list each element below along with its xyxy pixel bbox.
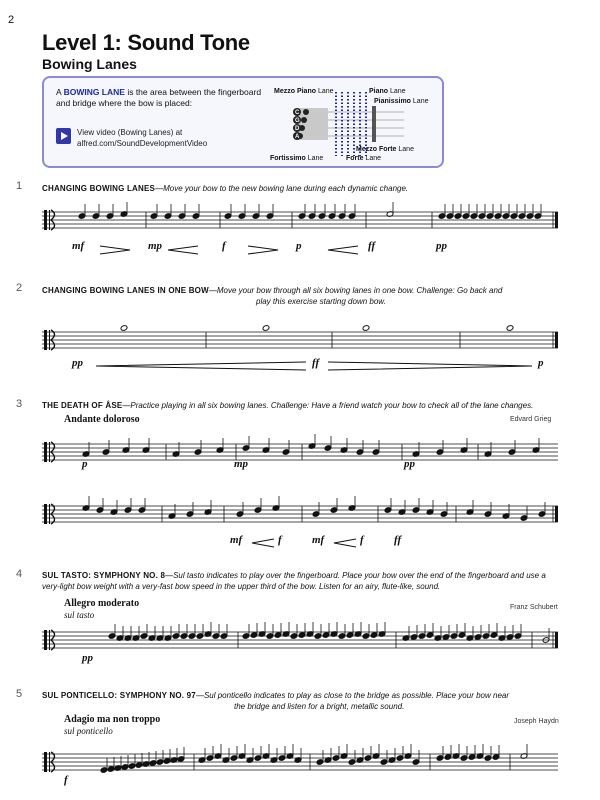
play-video-icon[interactable] xyxy=(56,128,71,144)
exercise-5-technique: sul ponticello xyxy=(64,726,113,736)
string-c: C xyxy=(295,110,300,116)
piano-lane-label: Piano Lane xyxy=(369,88,406,95)
exercise-3-staff-1 xyxy=(40,436,560,476)
exercise-1-dynamic-pp: pp xyxy=(436,240,447,252)
exercise-1-number: 1 xyxy=(16,180,23,192)
final-barline xyxy=(555,506,558,522)
video-line-2: alfred.com/SoundDevelopmentVideo xyxy=(77,139,208,148)
exercise-2-dynamic-ff: ff xyxy=(312,357,320,369)
alto-clef xyxy=(44,630,47,650)
exercise-3-dynamic-mf-1: mf xyxy=(230,534,243,546)
exercise-3-dynamic-p: p xyxy=(82,458,88,470)
exercise-2-dynamic-pp: pp xyxy=(72,357,83,369)
exercise-3-staff-2 xyxy=(40,498,560,538)
exercise-4-number: 4 xyxy=(16,568,23,580)
exercise-3-dynamic-ff: ff xyxy=(394,534,402,546)
alto-clef xyxy=(44,330,47,350)
note-head xyxy=(262,325,270,332)
exercise-4-tempo: Allegro moderato xyxy=(64,598,140,609)
exercise-3-dynamic-mp: mp xyxy=(234,458,249,470)
string-a: A xyxy=(295,134,300,140)
section-subtitle: Bowing Lanes xyxy=(42,56,137,72)
exercise-5-tempo: Adagio ma non troppo xyxy=(64,714,161,725)
exercise-1-staff xyxy=(40,202,560,242)
mezzo-forte-lane-label: Mezzo Forte Lane xyxy=(356,146,414,153)
exercise-3-dynamic-mf-2: mf xyxy=(312,534,325,546)
alto-clef xyxy=(44,504,47,524)
exercise-1-title: CHANGING BOWING LANES—Move your bow to the new bowing lane during each dynamic change. xyxy=(42,184,409,193)
staff-lines xyxy=(42,506,558,522)
exercise-4-technique: sul tasto xyxy=(64,610,95,620)
exercise-5-staff xyxy=(40,744,560,784)
exercise-2-dynamic-p: p xyxy=(538,357,544,369)
exercise-3-hairpins xyxy=(250,537,370,549)
exercise-2-hairpins xyxy=(96,360,536,372)
exercise-5-dynamic-f: f xyxy=(64,774,68,786)
alto-clef xyxy=(44,442,47,462)
string-g: G xyxy=(295,118,300,124)
staff-lines xyxy=(42,444,558,460)
exercise-1-dynamic-f: f xyxy=(222,240,226,252)
forte-lane-label: Forte Lane xyxy=(346,155,382,162)
exercise-3-title: THE DEATH OF ÅSE—Practice playing in all six bowing lanes. Challenge: Have a friend watch your bow to check all of the lane changes. xyxy=(42,401,534,410)
exercise-3-dynamic-pp: pp xyxy=(404,458,415,470)
string-d: D xyxy=(295,126,300,132)
exercise-4-composer: Franz Schubert xyxy=(510,604,558,611)
final-barline xyxy=(555,212,558,228)
definition-text: is the area between the fingerboard and bridge where the bow is placed: xyxy=(56,87,262,108)
exercise-1-dynamic-mf: mf xyxy=(72,240,85,252)
pianissimo-lane-label: Pianissimo Lane xyxy=(374,98,429,105)
page-title: Level 1: Sound Tone xyxy=(42,30,250,55)
exercise-3-number: 3 xyxy=(16,398,23,410)
exercise-4-staff xyxy=(40,624,560,664)
exercise-5-title: SUL PONTICELLO: SYMPHONY NO. 97—Sul ponticello indicates to play as close to the bridge as possible. Place your bow near the bridge and listen for a bright, metallic sound. xyxy=(42,691,510,711)
page-number: 2 xyxy=(8,14,15,26)
final-barline xyxy=(555,632,558,648)
video-line-1: View video (Bowing Lanes) at xyxy=(77,128,183,137)
exercise-5-composer: Joseph Haydn xyxy=(514,718,559,725)
note-head xyxy=(506,325,514,332)
exercise-2-number: 2 xyxy=(16,282,23,294)
bowing-lane-infobox xyxy=(42,76,444,168)
bowing-lane-definition: A BOWING LANE is the area between the fingerboard and bridge where the bow is placed: xyxy=(56,87,262,108)
exercise-1-dynamic-ff: ff xyxy=(368,240,376,252)
string-letters xyxy=(290,102,304,152)
exercise-2-staff xyxy=(40,324,560,364)
exercise-3-dynamic-f-1: f xyxy=(278,534,282,546)
note-head xyxy=(362,325,370,332)
exercise-4-dynamic-pp: pp xyxy=(82,652,93,664)
final-barline xyxy=(555,332,558,348)
exercise-3-dynamic-f-2: f xyxy=(360,534,364,546)
bridge-shape xyxy=(372,106,376,142)
alto-clef xyxy=(44,210,47,230)
exercise-3-tempo: Andante doloroso xyxy=(64,414,140,425)
definition-term: BOWING LANE xyxy=(63,87,125,97)
alto-clef xyxy=(44,752,47,772)
mezzo-piano-lane-label: Mezzo Piano Lane xyxy=(274,88,334,95)
video-link[interactable] xyxy=(77,127,207,149)
exercise-3-composer: Edvard Grieg xyxy=(510,416,552,423)
exercise-5-number: 5 xyxy=(16,688,23,700)
fortissimo-lane-label: Fortissimo Lane xyxy=(270,155,324,162)
note-head xyxy=(120,325,128,332)
exercise-1-dynamic-p: p xyxy=(296,240,302,252)
exercise-4-title: SUL TASTO: SYMPHONY NO. 8—Sul tasto indicates to play over the fingerboard. Place your bow over the end of the fingerboard and use a very-light bow weight with a very-fast bow speed in the upper third of the bow. Listen for an airy, flute-like, sound. xyxy=(42,571,546,591)
exercise-2-title: CHANGING BOWING LANES IN ONE BOW—Move your bow through all six bowing lanes in one bow. Challenge: Go back and play this exercise starting down bow. xyxy=(42,286,503,306)
exercise-1-hairpins xyxy=(100,244,460,256)
staff-lines xyxy=(42,332,558,348)
exercise-1-dynamic-mp: mp xyxy=(148,240,163,252)
